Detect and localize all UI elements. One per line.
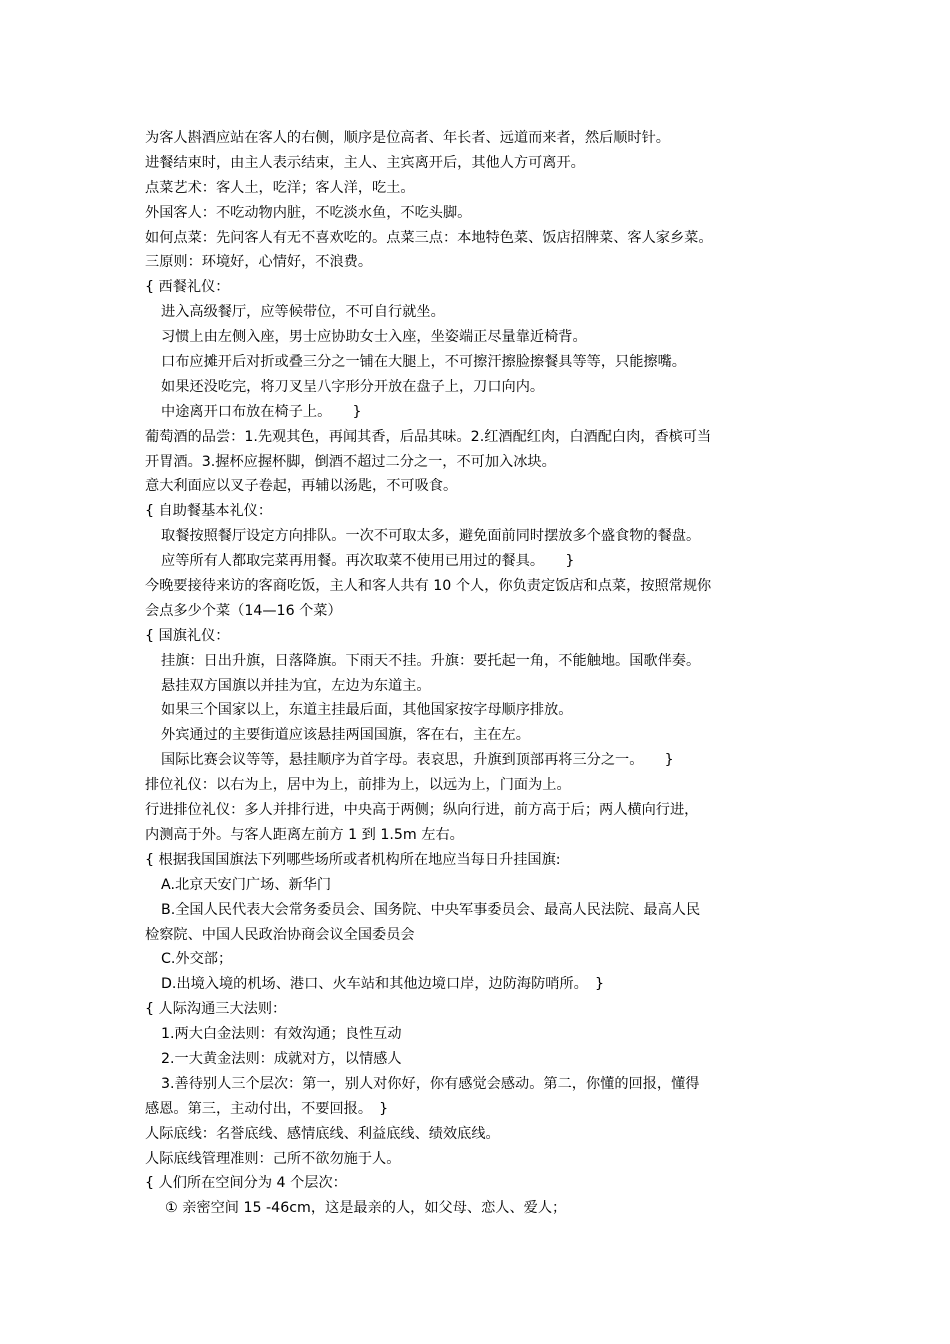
text-line: 开胃酒。3.握杯应握杯脚，倒酒不超过二分之一，不可加入冰块。 <box>145 453 556 470</box>
text-line: ① 亲密空间 15 -46cm，这是最亲的人，如父母、恋人、爱人； <box>165 1200 567 1217</box>
section-heading: { 根据我国国旗法下列哪些场所或者机构所在地应当每日升挂国旗: <box>145 851 561 868</box>
text-line: 1.两大白金法则：有效沟通；良性互动 <box>161 1026 402 1043</box>
text-line: 外宾通过的主要街道应该悬挂两国国旗，客在右，主在左。 <box>161 727 530 744</box>
text-line: 如果还没吃完，将刀叉呈八字形分开放在盘子上，刀口向内。 <box>161 378 545 395</box>
text-line: 应等所有人都取完菜再用餐。再次取菜不使用已用过的餐具。 } <box>161 553 575 570</box>
text-line: 人际底线：名誉底线、感情底线、利益底线、绩效底线。 <box>145 1125 500 1142</box>
text-line: 3.善待别人三个层次：第一，别人对你好，你有感觉会感动。第二，你懂的回报，懂得 <box>161 1075 700 1092</box>
text-line: 进餐结束时，由主人表示结束，主人、主宾离开后，其他人方可离开。 <box>145 154 585 171</box>
text-line: 检察院、中国人民政治协商会议全国委员会 <box>145 926 415 943</box>
text-line: 挂旗：日出升旗，日落降旗。下雨天不挂。升旗：要托起一角，不能触地。国歌伴奏。 <box>161 652 701 669</box>
text-line: 国际比赛会议等等，悬挂顺序为首字母。表哀思，升旗到顶部再将三分之一。 } <box>161 752 674 769</box>
text-line: B.全国人民代表大会常务委员会、国务院、中央军事委员会、最高人民法院、最高人民 <box>161 901 701 918</box>
text-line: 意大利面应以叉子卷起，再辅以汤匙，不可吸食。 <box>145 478 458 495</box>
text-line: 葡萄酒的品尝：1.先观其色，再闻其香，后品其味。2.红酒配红肉，白酒配白肉，香槟可当 <box>145 428 712 445</box>
text-line: 外国客人：不吃动物内脏，不吃淡水鱼，不吃头脚。 <box>145 204 472 221</box>
text-line: 习惯上由左侧入座，男士应协助女士入座，坐姿端正尽量靠近椅背。 <box>161 329 587 346</box>
section-heading: { 人际沟通三大法则： <box>145 1001 287 1018</box>
section-heading: { 国旗礼仪： <box>145 627 230 644</box>
text-line: 如何点菜：先问客人有无不喜欢吃的。点菜三点：本地特色菜、饭店招牌菜、客人家乡菜。 <box>145 229 713 246</box>
text-line: D.出境入境的机场、港口、火车站和其他边境口岸，边防海防哨所。 } <box>161 976 604 993</box>
text-line: 为客人斟酒应站在客人的右侧，顺序是位高者、年长者、远道而来者，然后顺时针。 <box>145 130 670 146</box>
text-line: C.外交部； <box>161 951 233 968</box>
text-line: 三原则：环境好，心情好，不浪费。 <box>145 254 373 271</box>
section-heading: { 西餐礼仪： <box>145 279 230 296</box>
text-line: 排位礼仪：以右为上，居中为上，前排为上，以远为上，门面为上。 <box>145 777 571 794</box>
document-body <box>145 126 810 1221</box>
text-line: 点菜艺术：客人土，吃洋；客人洋，吃土。 <box>145 179 415 196</box>
text-line: 2.一大黄金法则：成就对方，以情感人 <box>161 1050 402 1067</box>
section-heading: { 自助餐基本礼仪： <box>145 503 273 520</box>
text-line: 中途离开口布放在椅子上。 } <box>161 403 362 420</box>
text-line: 会点多少个菜（14—16 个菜） <box>145 602 342 619</box>
text-line: A.北京天安门广场、新华门 <box>161 876 332 893</box>
text-line: 今晚要接待来访的客商吃饭，主人和客人共有 10 个人，你负责定饭店和点菜，按照常规你 <box>145 578 712 595</box>
text-line: 取餐按照餐厅设定方向排队。一次不可取太多，避免面前同时摆放多个盛食物的餐盘。 <box>161 528 701 545</box>
text-line: 悬挂双方国旗以并挂为宜，左边为东道主。 <box>161 677 431 694</box>
text-line: 进入高级餐厅，应等候带位，不可自行就坐。 <box>161 304 445 321</box>
text-line: 口布应摊开后对折或叠三分之一铺在大腿上，不可擦汗擦脸擦餐具等等，只能擦嘴。 <box>161 354 686 371</box>
text-line: 行进排位礼仪：多人并排行进，中央高于两侧；纵向行进，前方高于后；两人横向行进， <box>145 802 699 819</box>
text-line: 如果三个国家以上，东道主挂最后面，其他国家按字母顺序排放。 <box>161 702 573 719</box>
text-line: 感恩。第三，主动付出，不要回报。 } <box>145 1100 389 1117</box>
section-heading: { 人们所在空间分为 4 个层次： <box>145 1175 347 1192</box>
text-line: 内测高于外。与客人距离左前方 1 到 1.5m 左右。 <box>145 826 464 843</box>
text-line: 人际底线管理准则：己所不欲勿施于人。 <box>145 1150 401 1167</box>
